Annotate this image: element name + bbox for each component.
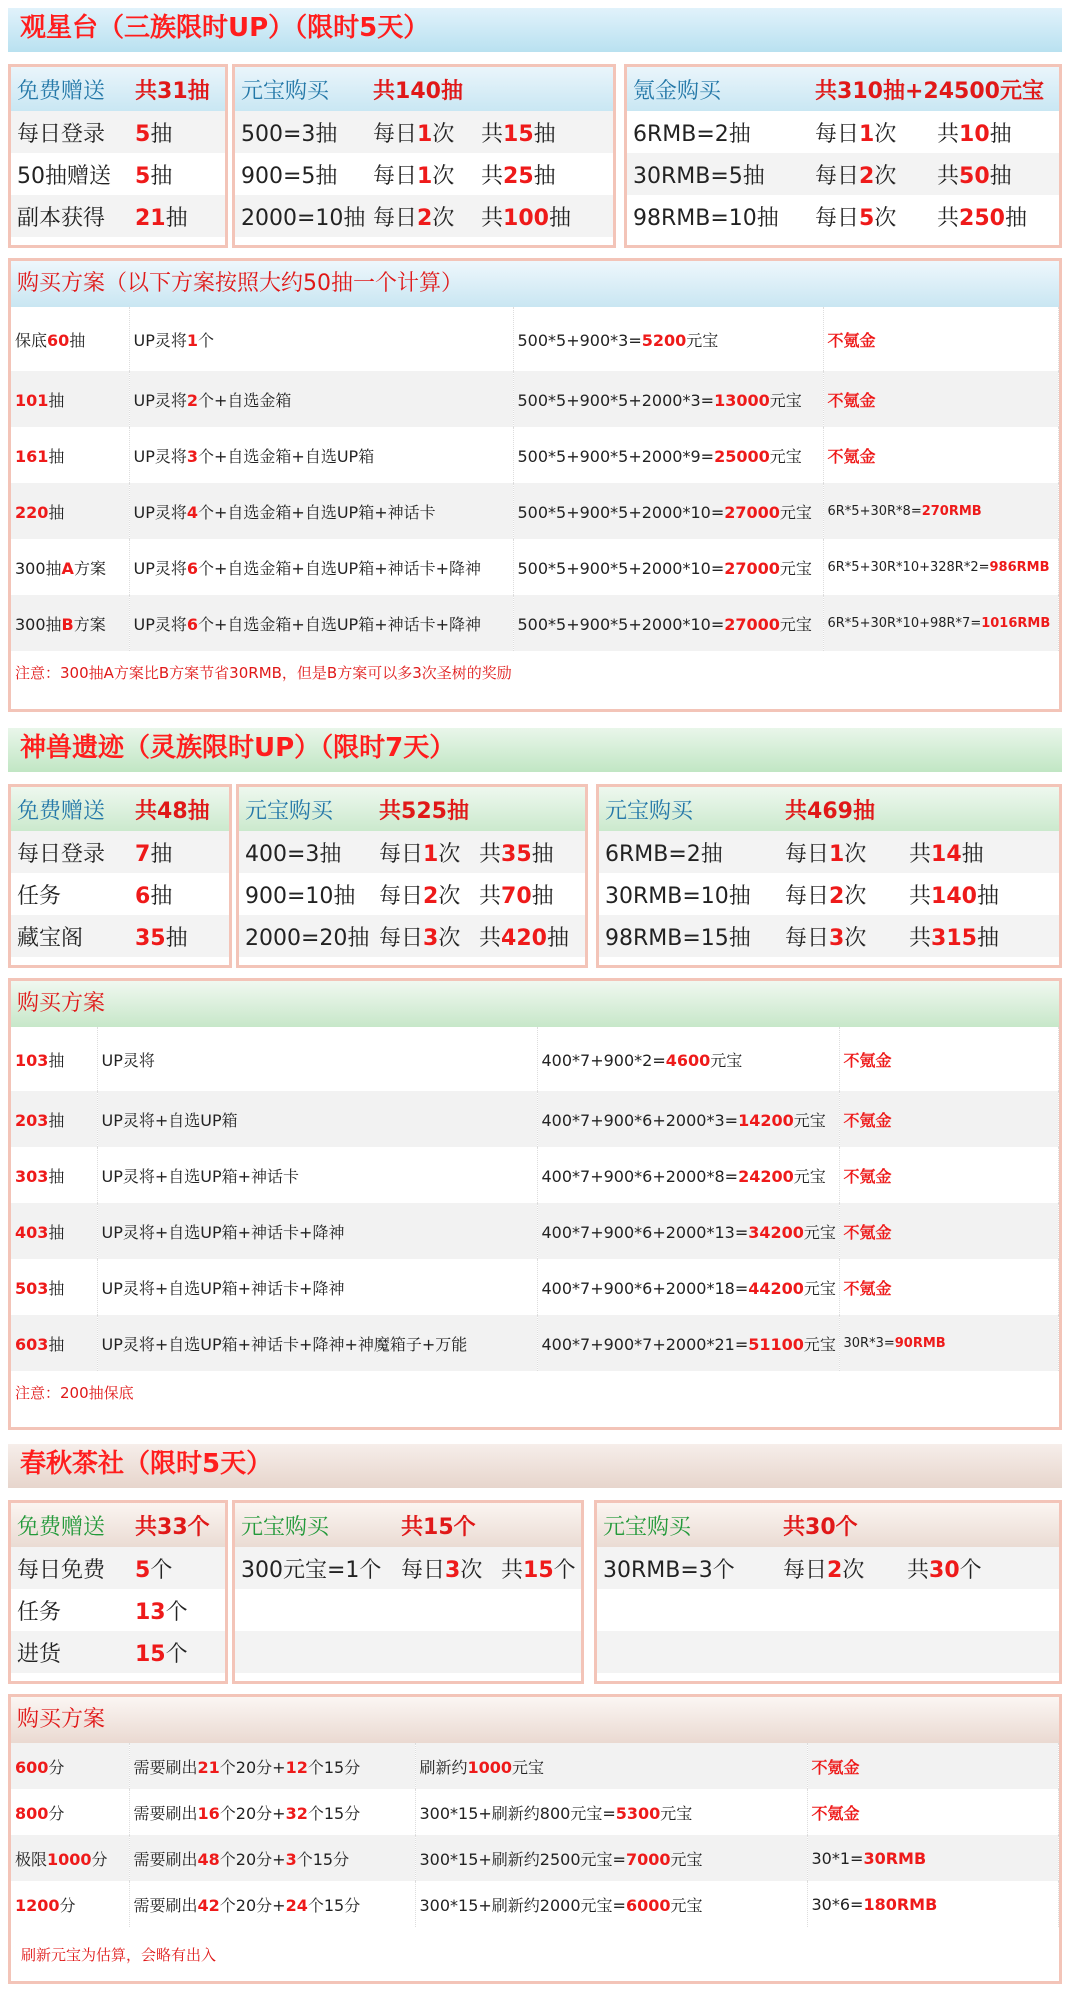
plan-reward: UP灵将+自选UP箱+神话卡+降神 (97, 1259, 537, 1315)
plan-draws: 503抽 (11, 1259, 97, 1315)
row-label: 任务 (11, 1589, 129, 1631)
plan-draws: 300抽B方案 (11, 595, 129, 651)
box-total: 共140抽 (367, 67, 613, 111)
row-value: 21抽 (129, 195, 225, 237)
box-total: 共469抽 (779, 787, 1059, 831)
plan-draws: 300抽A方案 (11, 539, 129, 595)
plan-rmb: 不氪金 (823, 307, 1059, 371)
plan-rmb: 6R*5+30R*10+98R*7=1016RMB (823, 595, 1059, 651)
price-cell: 30RMB=10抽 (599, 873, 779, 915)
plan-reward: UP灵将3个+自选金箱+自选UP箱 (129, 427, 513, 483)
row-value: 5抽 (129, 111, 225, 153)
box-label: 免费赠送 (11, 67, 129, 111)
price-cell: 98RMB=15抽 (599, 915, 779, 957)
yuanbao-purchase-box (236, 784, 588, 968)
plan-reward: UP灵将+自选UP箱+神话卡 (97, 1147, 537, 1203)
row-label: 任务 (11, 873, 129, 915)
freq-cell: 每日1次 (809, 111, 931, 153)
price-cell: 300元宝=1个 (235, 1547, 395, 1589)
sum-cell: 共30个 (901, 1547, 1059, 1589)
plan-reward: UP灵将6个+自选金箱+自选UP箱+神话卡+降神 (129, 539, 513, 595)
plan-draws: 101抽 (11, 371, 129, 427)
sum-cell: 共250抽 (931, 195, 1059, 237)
freq-cell: 每日1次 (779, 831, 903, 873)
plan-draws: 103抽 (11, 1027, 97, 1091)
row-label: 藏宝阁 (11, 915, 129, 957)
empty-cell (495, 1631, 581, 1673)
plan-rmb: 不氪金 (807, 1789, 1059, 1835)
box-label: 元宝购买 (597, 1503, 777, 1547)
plan-cost: 500*5+900*5+2000*10=27000元宝 (513, 539, 823, 595)
plan-cost: 300*15+刷新约2500元宝=7000元宝 (415, 1835, 807, 1881)
box-total: 共31抽 (129, 67, 225, 111)
box-total: 共525抽 (373, 787, 585, 831)
plan-score: 600分 (11, 1743, 129, 1789)
plan-rmb: 不氪金 (839, 1259, 1059, 1315)
plan-cost: 400*7+900*6+2000*18=44200元宝 (537, 1259, 839, 1315)
plan-title: 购买方案 (11, 981, 1059, 1027)
plan-rmb: 不氪金 (839, 1147, 1059, 1203)
box-label: 元宝购买 (235, 1503, 395, 1547)
sum-cell: 共15个 (495, 1547, 581, 1589)
plan-cost: 400*7+900*6+2000*3=14200元宝 (537, 1091, 839, 1147)
section-title-guanxingtai: 观星台（三族限时UP）（限时5天） (8, 8, 1062, 52)
empty-cell (495, 1589, 581, 1631)
plan-note: 刷新元宝为估算，会略有出入 (21, 1946, 217, 1964)
plan-draws: 603抽 (11, 1315, 97, 1371)
plan-note: 注意：300抽A方案比B方案节省30RMB，但是B方案可以多3次圣树的奖励 (15, 664, 512, 682)
free-gift-box (8, 64, 228, 248)
empty-cell (777, 1589, 901, 1631)
plan-reward: UP灵将 (97, 1027, 537, 1091)
purchase-plan-panel (8, 978, 1062, 1430)
row-label: 副本获得 (11, 195, 129, 237)
plan-cost: 400*7+900*2=4600元宝 (537, 1027, 839, 1091)
plan-score: 极限1000分 (11, 1835, 129, 1881)
plan-rmb: 不氪金 (839, 1203, 1059, 1259)
freq-cell: 每日1次 (367, 111, 475, 153)
empty-cell (777, 1631, 901, 1673)
plan-cost: 500*5+900*5+2000*9=25000元宝 (513, 427, 823, 483)
plan-title: 购买方案（以下方案按照大约50抽一个计算） (11, 261, 1059, 307)
freq-cell: 每日2次 (367, 195, 475, 237)
plan-rmb: 不氪金 (807, 1743, 1059, 1789)
plan-cost: 500*5+900*5+2000*10=27000元宝 (513, 595, 823, 651)
row-value: 13个 (129, 1589, 225, 1631)
empty-cell (395, 1631, 495, 1673)
price-cell: 30RMB=5抽 (627, 153, 809, 195)
freq-cell: 每日3次 (395, 1547, 495, 1589)
plan-reward: UP灵将1个 (129, 307, 513, 371)
box-total: 共310抽+24500元宝 (809, 67, 1059, 111)
price-cell: 2000=20抽 (239, 915, 373, 957)
sum-cell: 共15抽 (475, 111, 613, 153)
empty-cell (597, 1589, 777, 1631)
row-label: 50抽赠送 (11, 153, 129, 195)
plan-reward: 需要刷出21个20分+12个15分 (129, 1743, 415, 1789)
krypton-purchase-box (594, 1500, 1062, 1684)
plan-cost: 500*5+900*5+2000*10=27000元宝 (513, 483, 823, 539)
plan-draws: 保底60抽 (11, 307, 129, 371)
sum-cell: 共70抽 (473, 873, 585, 915)
price-cell: 400=3抽 (239, 831, 373, 873)
plan-reward: 需要刷出42个20分+24个15分 (129, 1881, 415, 1927)
plan-reward: UP灵将+自选UP箱+神话卡+降神 (97, 1203, 537, 1259)
sum-cell: 共10抽 (931, 111, 1059, 153)
plan-score: 1200分 (11, 1881, 129, 1927)
plan-cost: 300*15+刷新约2000元宝=6000元宝 (415, 1881, 807, 1927)
sum-cell: 共25抽 (475, 153, 613, 195)
plan-reward: 需要刷出48个20分+3个15分 (129, 1835, 415, 1881)
freq-cell: 每日2次 (809, 153, 931, 195)
plan-score: 800分 (11, 1789, 129, 1835)
plan-draws: 203抽 (11, 1091, 97, 1147)
sum-cell: 共100抽 (475, 195, 613, 237)
freq-cell: 每日1次 (373, 831, 473, 873)
plan-cost: 300*15+刷新约800元宝=5300元宝 (415, 1789, 807, 1835)
plan-note: 注意：200抽保底 (15, 1384, 134, 1402)
box-total: 共15个 (395, 1503, 581, 1547)
box-label: 元宝购买 (599, 787, 779, 831)
plan-rmb: 不氪金 (839, 1091, 1059, 1147)
plan-cost: 刷新约1000元宝 (415, 1743, 807, 1789)
freq-cell: 每日3次 (779, 915, 903, 957)
krypton-purchase-box (624, 64, 1062, 248)
box-label: 元宝购买 (239, 787, 373, 831)
plan-rmb: 6R*5+30R*8=270RMB (823, 483, 1059, 539)
freq-cell: 每日2次 (777, 1547, 901, 1589)
box-label: 免费赠送 (11, 787, 129, 831)
row-label: 每日登录 (11, 831, 129, 873)
krypton-purchase-box (596, 784, 1062, 968)
price-cell: 500=3抽 (235, 111, 367, 153)
empty-cell (395, 1589, 495, 1631)
plan-draws: 403抽 (11, 1203, 97, 1259)
plan-reward: UP灵将6个+自选金箱+自选UP箱+神话卡+降神 (129, 595, 513, 651)
price-cell: 6RMB=2抽 (627, 111, 809, 153)
empty-cell (901, 1589, 1059, 1631)
price-cell: 2000=10抽 (235, 195, 367, 237)
plan-draws: 161抽 (11, 427, 129, 483)
sum-cell: 共315抽 (903, 915, 1059, 957)
box-label: 元宝购买 (235, 67, 367, 111)
empty-cell (901, 1631, 1059, 1673)
plan-reward: UP灵将2个+自选金箱 (129, 371, 513, 427)
sum-cell: 共420抽 (473, 915, 585, 957)
plan-cost: 400*7+900*6+2000*8=24200元宝 (537, 1147, 839, 1203)
plan-rmb: 30*6=180RMB (807, 1881, 1059, 1927)
free-gift-box (8, 784, 232, 968)
purchase-plan-panel (8, 258, 1062, 712)
section-title-shenshou: 神兽遗迹（灵族限时UP）（限时7天） (8, 728, 1062, 772)
sum-cell: 共140抽 (903, 873, 1059, 915)
price-cell: 98RMB=10抽 (627, 195, 809, 237)
empty-cell (235, 1631, 395, 1673)
plan-reward: UP灵将+自选UP箱+神话卡+降神+神魔箱子+万能 (97, 1315, 537, 1371)
row-value: 7抽 (129, 831, 229, 873)
purchase-plan-panel (8, 1694, 1062, 1984)
plan-rmb: 30R*3=90RMB (839, 1315, 1059, 1371)
sum-cell: 共50抽 (931, 153, 1059, 195)
row-label: 每日免费 (11, 1547, 129, 1589)
yuanbao-purchase-box (232, 64, 616, 248)
plan-title: 购买方案 (11, 1697, 1059, 1743)
plan-draws: 303抽 (11, 1147, 97, 1203)
plan-reward: UP灵将4个+自选金箱+自选UP箱+神话卡 (129, 483, 513, 539)
box-total: 共48抽 (129, 787, 229, 831)
yuanbao-purchase-box (232, 1500, 584, 1684)
plan-draws: 220抽 (11, 483, 129, 539)
freq-cell: 每日2次 (373, 873, 473, 915)
sum-cell: 共35抽 (473, 831, 585, 873)
freq-cell: 每日5次 (809, 195, 931, 237)
row-value: 5抽 (129, 153, 225, 195)
plan-reward: 需要刷出16个20分+32个15分 (129, 1789, 415, 1835)
box-total: 共33个 (129, 1503, 225, 1547)
box-label: 免费赠送 (11, 1503, 129, 1547)
plan-cost: 500*5+900*3=5200元宝 (513, 307, 823, 371)
sum-cell: 共14抽 (903, 831, 1059, 873)
section-title-chunqiu: 春秋茶社（限时5天） (8, 1444, 1062, 1488)
plan-rmb: 6R*5+30R*10+328R*2=986RMB (823, 539, 1059, 595)
empty-cell (235, 1589, 395, 1631)
plan-cost: 400*7+900*7+2000*21=51100元宝 (537, 1315, 839, 1371)
plan-rmb: 30*1=30RMB (807, 1835, 1059, 1881)
box-label: 氪金购买 (627, 67, 809, 111)
free-gift-box (8, 1500, 228, 1684)
freq-cell: 每日1次 (367, 153, 475, 195)
plan-reward: UP灵将+自选UP箱 (97, 1091, 537, 1147)
price-cell: 900=10抽 (239, 873, 373, 915)
row-value: 15个 (129, 1631, 225, 1673)
plan-rmb: 不氪金 (839, 1027, 1059, 1091)
price-cell: 30RMB=3个 (597, 1547, 777, 1589)
freq-cell: 每日2次 (779, 873, 903, 915)
row-label: 进货 (11, 1631, 129, 1673)
box-total: 共30个 (777, 1503, 1059, 1547)
plan-cost: 400*7+900*6+2000*13=34200元宝 (537, 1203, 839, 1259)
freq-cell: 每日3次 (373, 915, 473, 957)
plan-rmb: 不氪金 (823, 427, 1059, 483)
price-cell: 900=5抽 (235, 153, 367, 195)
row-value: 6抽 (129, 873, 229, 915)
row-value: 5个 (129, 1547, 225, 1589)
empty-cell (597, 1631, 777, 1673)
row-value: 35抽 (129, 915, 229, 957)
plan-cost: 500*5+900*5+2000*3=13000元宝 (513, 371, 823, 427)
price-cell: 6RMB=2抽 (599, 831, 779, 873)
plan-rmb: 不氪金 (823, 371, 1059, 427)
row-label: 每日登录 (11, 111, 129, 153)
